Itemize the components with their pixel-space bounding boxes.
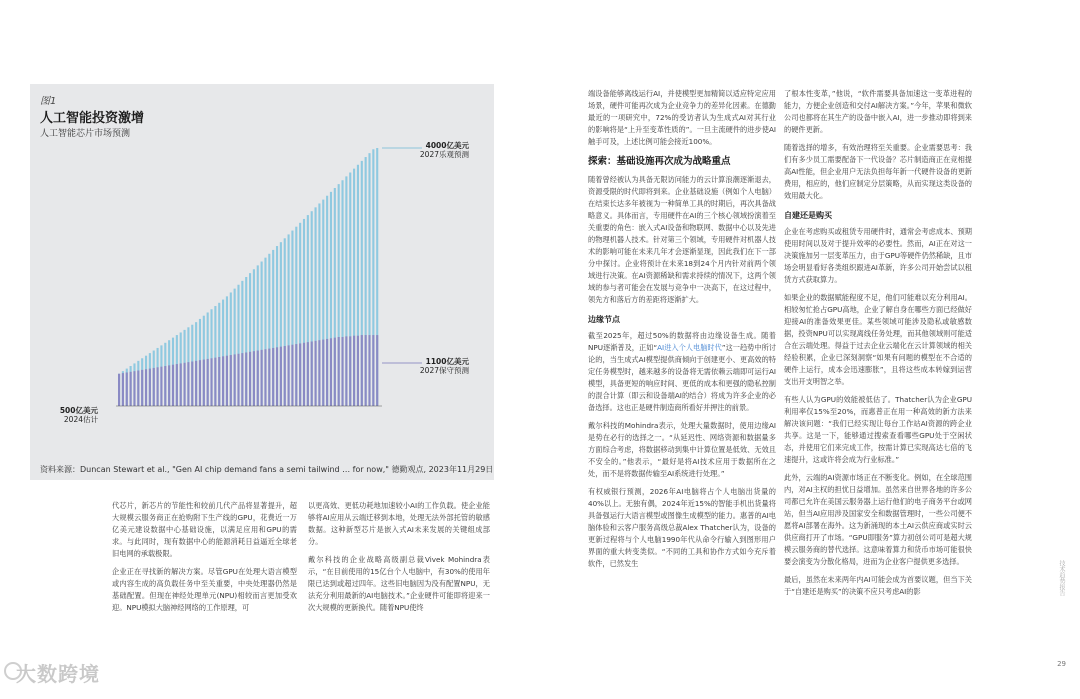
figure-label: 图1	[40, 96, 57, 107]
bar-conservative	[164, 366, 166, 406]
bar-conservative	[295, 344, 297, 406]
bar-conservative	[257, 351, 259, 406]
text-column-3	[588, 88, 776, 648]
bar-conservative	[245, 352, 247, 406]
paragraph: 企业在考虑购买或租赁专用硬件时，通常会考虑成本、预期使用时间以及对于提升效率的必要性。然而，AI正在对这一决策施加另一层变革压力，由于GPU等硬件仍然稀缺，且市场会明显看好各类组织跟进AI革新，许多公司开始尝试以租赁方式获取算力。	[784, 227, 972, 284]
bar-conservative	[280, 347, 282, 406]
bar-conservative	[349, 336, 351, 406]
bar-conservative	[195, 361, 197, 406]
bar-conservative	[334, 338, 336, 406]
paragraph: 戴尔科技的企业战略高级副总裁Vivek Mohindra表示，“在目前使用的15亿台个人电脑中，有30%的使用年限已达到或超过四年。这些旧电脑因为没有配置NPU，无法充分利用最新的AI电脑技术。”企业硬件可能即将迎来一次大规模的更新换代。随着NPU使终	[308, 555, 490, 612]
paragraph: 端设备能够离线运行AI，并使模型更加精简以适应特定应用场景，硬件可能再次成为企业竞争力的差异化因素。在德勤最近的一项研究中，72%的受访者认为生成式AI对其行业的影响将是“上升至变革性质的”。一旦主流硬件的进步使AI触手可及，上述比例可能会接近100%。	[588, 89, 776, 146]
bar-conservative	[376, 335, 378, 406]
bar-conservative	[222, 356, 224, 406]
annotation-start-label: 2024估计	[63, 415, 98, 425]
bar-conservative	[145, 369, 147, 406]
bar-conservative	[372, 335, 374, 406]
text-column-4	[784, 88, 972, 648]
paragraph-text: 截至2025年，超过50%的数据将由边缘设备生成。随着NPU逐渐普及，正如“	[588, 331, 776, 352]
bar-conservative	[203, 360, 205, 406]
bar-conservative	[199, 360, 201, 406]
bar-conservative	[345, 336, 347, 406]
paragraph: 有权威银行预测，2026年AI电脑将占个人电脑出货量的40%以上。无独有偶，2024年近15%的智能手机出货量将具备强运行大语言模型或图像生成模型的能力。惠普的AI电脑体验和云客户服务高级总裁Alex Thatcher认为，设备的更新过程将与个人电脑1990年代从命令行输入到图形用户界面的重大转变类似。“不同的工具和协作方式如今充斥着软件，已然发生	[588, 487, 776, 568]
paragraph: 代芯片，新芯片的节能性和较前几代产品将显著提升，超大规模云服务商正在抢购附下生产线的GPU，花费近一万亿美元建设数据中心基础设施，以满足应用和GPU的需求。与此同时，现有数据中心的能源消耗日益逼近全球老旧电网的承载极限。	[112, 501, 297, 558]
bar-conservative	[184, 363, 186, 406]
annotation-conservative	[394, 357, 469, 376]
paragraph	[588, 330, 776, 414]
bar-conservative	[214, 358, 216, 406]
bar-conservative	[226, 356, 228, 406]
bar-conservative	[176, 364, 178, 406]
bar-conservative	[153, 368, 155, 406]
bar-conservative	[318, 340, 320, 406]
subsection-heading: 自建还是购买	[784, 211, 832, 220]
annotation-start-value: 500亿美元	[59, 406, 98, 415]
bar-conservative	[118, 374, 120, 406]
paragraph: 最后，虽然在未来两年内AI可能会成为首要议题，但当下关于“自建还是购买”的决策不应只考虑AI的影	[784, 575, 972, 596]
bar-conservative	[268, 349, 270, 406]
figure-subtitle: 人工智能芯片市场预测	[40, 129, 131, 139]
bar-conservative	[365, 335, 367, 406]
bar-conservative	[326, 339, 328, 406]
paragraph: 随着曾经被认为具备无限访问能力的云计算浪潮逐渐退去，资源受限的时代即将到来。企业基础设施（例如个人电脑）在结束长达多年被视为一种简单工具的时期后，再次具备战略意义。具体而言，专用硬件在AI的三个核心领域扮演着至关重要的角色：嵌入式AI设备和物联网、数据中心以及先进的物理机器人技术。针对第三个领域，专用硬件对机器人技术的影响可能在未来几年才会逐渐显现，因此我们在下一部分中探讨。企业将预计在未来18到24个月内针对前两个领域进行决策。在AI资源稀缺和需求持续的情况下，这两个领域的参与者可能会在发展与竞争中一决高下，在这过程中，领先方和落后方的差距将逐渐扩大。	[588, 175, 776, 304]
bar-conservative	[172, 365, 174, 406]
bar-conservative	[249, 352, 251, 406]
annotation-conservative-value: 1100亿美元	[425, 357, 469, 366]
bar-conservative	[330, 338, 332, 406]
bar-conservative	[180, 363, 182, 406]
bar-conservative	[126, 372, 128, 406]
bar-conservative	[361, 335, 363, 406]
bar-conservative	[288, 345, 290, 406]
text-column-1	[112, 500, 297, 660]
annotation-conservative-label: 2027保守预测	[419, 366, 469, 376]
trend-link[interactable]: AI进入个人电脑时代	[657, 343, 722, 352]
bar-conservative	[253, 351, 255, 406]
bar-conservative	[168, 365, 170, 406]
bar-conservative	[261, 350, 263, 406]
bar-conservative	[315, 341, 317, 406]
bar-conservative	[230, 355, 232, 406]
side-running-text: 技术趋势报告	[1058, 560, 1065, 596]
bar-conservative	[368, 335, 370, 406]
figure-source: 资料来源：Duncan Stewart et al., "Gen AI chip demand fans a semi tailwind … for now," 德勤观点, 2023年11月29日	[40, 465, 494, 474]
bar-conservative	[338, 337, 340, 406]
bar-conservative	[191, 362, 193, 407]
annotation-optimistic	[394, 141, 469, 160]
figure-title: 人工智能投资激增	[40, 111, 145, 126]
bar-conservative	[284, 346, 286, 406]
paragraph: 此外，云端的AI资源市场正在不断变化。例如，在全球范围内，对AI主权的担忧日益增加。虽然来自世界各地的许多公司都已允许在美国云服务器上运行他们的电子商务平台或网站，但当AI应用涉及国家安全和数据管理时，一些公司便不愿将AI部署在海外。这为新涌现的本土AI云供应商或实时云供应商打开了市场。“GPU即服务”算力初创公司可是超大规模云服务商的替代选择。这意味着算力和货币市场可能很快要会演变为分散化格局，进而为企业客户提供更多选择。	[784, 473, 972, 566]
paragraph: 有些人认为GPU的效能被低估了。Thatcher认为企业GPU利用率仅15%至20%，而惠普正在用一种高效的新方法来解决该问题：“我们已经实现让每台工作站AI资源的跨企业共享。这是一下，能够通过搜索查看哪些GPU处于空闲状态，并使用它们来完成工作，按需计算已实现高达七倍的飞速提升，这或许将会成为行业标准。”	[784, 395, 972, 464]
bar-conservative	[299, 343, 301, 406]
paragraph-text: ”这一趋势中所讨论的，当生成式AI模型提供商倾向于创建更小、更高效的特定任务模型时，越来越多的设备将无需依赖云端即可运行AI模型，具备更短的响应时间、更低的成本和更强的隐私控制的混合计算（即云和设备端AI的结合）将成为许多企业的必备选择。这也正是硬件制造商所看好并押注的前景。	[588, 343, 776, 412]
bar-conservative	[130, 372, 132, 406]
bar-conservative	[276, 347, 278, 406]
annotation-start	[42, 406, 98, 425]
bar-conservative	[207, 359, 209, 406]
bar-conservative	[137, 371, 139, 406]
paragraph: 了根本性变革，”他说，“软件需要具备加速这一变革进程的能力，方便企业创造和交付AI解决方案。”今年，苹果和微软公司也都将在其生产的设备中嵌入AI，进一步推动即将到来的硬件更新。	[784, 89, 972, 134]
bar-conservative	[307, 342, 309, 406]
bar-conservative	[218, 357, 220, 406]
bar-conservative	[157, 367, 159, 406]
bar-conservative	[303, 343, 305, 406]
bar-conservative	[241, 353, 243, 406]
subsection-heading: 边缘节点	[588, 315, 620, 324]
bar-conservative	[141, 370, 143, 406]
bar-conservative	[210, 358, 212, 406]
bar-conservative	[234, 354, 236, 406]
bar-conservative	[237, 354, 239, 406]
paragraph: 如果企业的数据赋能程度不足，他们可能难以充分利用AI。相较匆忙抢占GPU高地，企业了解自身在哪些方面已经做好迎接AI的准备效果更佳。某些领域可能涉及隐私或敏感数据，投资NPU可以实现离线任务处理，而其他领域则可能适合在云端处理。得益于过去企业云端化在云计算领域的相关经验积累，企业已深刻洞察“如果有问题的模型在不合适的硬件上运行，成本会迅速膨胀”，且将这些成本转嫁到运营支出开支明智之举。	[784, 293, 972, 386]
watermark: 大数跨境	[16, 662, 100, 686]
section-heading: 探索：基础设施再次成为战略重点	[588, 156, 731, 167]
text-column-2	[308, 500, 490, 660]
bar-conservative	[291, 345, 293, 406]
bar-conservative	[133, 371, 135, 406]
bar-conservative	[160, 367, 162, 406]
bar-conservative	[322, 340, 324, 406]
annotation-optimistic-value: 4000亿美元	[425, 141, 469, 150]
bar-conservative	[149, 369, 151, 406]
page-number: 29	[1057, 660, 1066, 668]
figure-panel	[30, 84, 494, 480]
bar-conservative	[272, 348, 274, 406]
bar-conservative	[187, 362, 189, 406]
annotation-optimistic-label: 2027乐观预测	[419, 150, 469, 160]
paragraph: 随着选择的增多，有效治理将至关重要。企业需要思考：我们有多少员工需要配备下一代设备？芯片制造商正在竞相提高AI性能，但企业用户无法负担每年新一代硬件设备的更新费用，相应的，他们应制定分层策略，从而实现这类设备的效用最大化。	[784, 143, 972, 200]
bar-conservative	[311, 342, 313, 407]
bar-conservative	[122, 373, 124, 406]
bar-conservative	[264, 349, 266, 406]
paragraph: 以更高效、更低功耗地加速较小AI的工作负载。使企业能够将AI应用从云端迁移到本地，处理无法外部托管的敏感数据。这种新型芯片是嵌入式AI未来发展的关键组成部分。	[308, 501, 490, 546]
paragraph: 企业正在寻找新的解决方案。尽管GPU在处理大语言模型或内容生成的高负载任务中至关重要，中央处理器仍然是基础配置。但现在神经处理单元(NPU)相较而言更加受欢迎。NPU模拟大脑神经网络的工作原理，可	[112, 567, 297, 612]
paragraph: 戴尔科技的Mohindra表示，处理大量数据时，使用边缘AI是势在必行的选择之一。“从延迟性、网络资源和数据量多方面综合考虑，将数据移动到集中计算位置是低效、无效且不安全的。”他表示，“最好是将AI技术应用于数据所在之处，而不是将数据传输至AI系统进行处理。”	[588, 421, 776, 478]
bar-conservative	[357, 336, 359, 406]
bar-conservative	[353, 336, 355, 406]
bar-conservative	[341, 337, 343, 406]
